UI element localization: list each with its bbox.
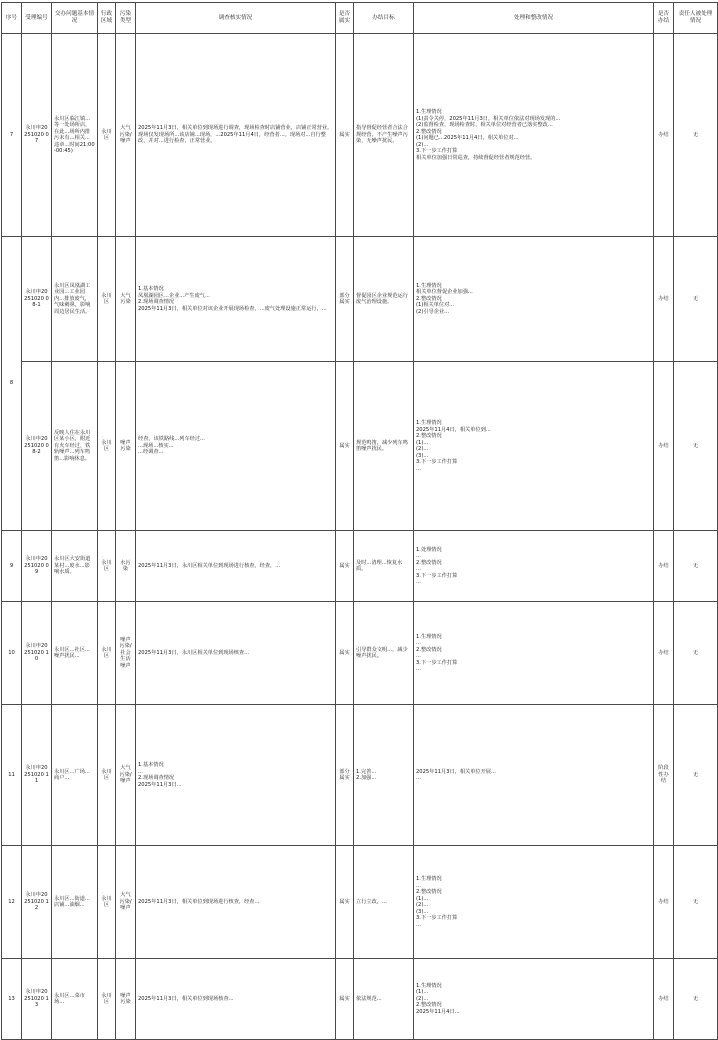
cell-area: 永川区 bbox=[98, 531, 116, 602]
cell-accountability: 无 bbox=[674, 602, 718, 705]
cell-code: 永川申20251020 13 bbox=[22, 959, 52, 1040]
cell-handling: 1.生理情况 ... 2.整改情况 (1)... (2)... (3)... 3.下一步工作打算 ... bbox=[414, 846, 654, 959]
cell-seq: 8 bbox=[2, 237, 22, 531]
cell-area: 永川区 bbox=[98, 959, 116, 1040]
cell-seq: 13 bbox=[2, 959, 22, 1040]
cell-verified: 属实 bbox=[336, 34, 354, 237]
cell-verified: 部分属实 bbox=[336, 237, 354, 362]
cell-handling: 2025年11月3日，相关单位开展... ... bbox=[414, 705, 654, 846]
cell-done: 办结 bbox=[654, 602, 674, 705]
cell-area: 永川区 bbox=[98, 362, 116, 531]
cell-content: 永川区...菜市场... bbox=[52, 959, 98, 1040]
cell-type: 噪声污染/社会生活噪声 bbox=[116, 602, 136, 705]
cell-verified: 属实 bbox=[336, 846, 354, 959]
cell-code: 永川申20251020 09 bbox=[22, 531, 52, 602]
cell-type: 水污染 bbox=[116, 531, 136, 602]
cell-check: 1.基本情况 ... 2.现场调查情况 2025年11月3日... bbox=[136, 705, 336, 846]
cell-code: 永川申20251020 11 bbox=[22, 705, 52, 846]
cell-type: 大气污染/噪声 bbox=[116, 846, 136, 959]
cell-content: 永川区大安街道某村...废水...影响水质。 bbox=[52, 531, 98, 602]
cell-code: 永川申20251020 10 bbox=[22, 602, 52, 705]
cell-content: 永川区...广场...商户... bbox=[52, 705, 98, 846]
cell-area: 永川区 bbox=[98, 705, 116, 846]
cell-seq: 11 bbox=[2, 705, 22, 846]
cell-type: 大气污染/噪声 bbox=[116, 34, 136, 237]
header-row bbox=[2, 3, 718, 34]
cell-type: 噪声污染 bbox=[116, 959, 136, 1040]
cell-accountability: 无 bbox=[674, 959, 718, 1040]
cell-done: 办结 bbox=[654, 531, 674, 602]
cell-accountability: 无 bbox=[674, 846, 718, 959]
cell-check: 2025年11月3日，相关单位到现场进行核查，经查... bbox=[136, 846, 336, 959]
table-row bbox=[2, 846, 718, 959]
cell-handling: 1.生理情况 (1)... (2)... 2.整改情况 2025年11月4日... bbox=[414, 959, 654, 1040]
table-row bbox=[2, 362, 718, 531]
header-type: 污染类型 bbox=[116, 3, 136, 34]
cell-verified: 属实 bbox=[336, 531, 354, 602]
table-row bbox=[2, 237, 718, 362]
cell-done: 办结 bbox=[654, 846, 674, 959]
cell-verified: 部分属实 bbox=[336, 705, 354, 846]
cell-area: 永川区 bbox=[98, 846, 116, 959]
cell-type: 大气污染/噪声 bbox=[116, 705, 136, 846]
cell-seq: 7 bbox=[2, 34, 22, 237]
cell-handling: 1.处理情况 ... 2.整改情况 ... 3.下一步工作打算 ... bbox=[414, 531, 654, 602]
cell-handling: 1.生理情况 ... 2.整改情况 ... 3.下一步工作打算 ... bbox=[414, 602, 654, 705]
cell-goal: 及时...清理...恢复水质。 bbox=[354, 531, 414, 602]
cell-goal: 规范鸣笛，减少列车鸣笛噪声扰民。 bbox=[354, 362, 414, 531]
table-row bbox=[2, 602, 718, 705]
cell-check: 1.基本情况 凤凰湖园区...企业...产生废气... 2.现场调查情况 2025年11月3日，相关单位对该企业开展现场检查，...废气处理设施正常运行，... bbox=[136, 237, 336, 362]
cell-done: 阶段性办结 bbox=[654, 705, 674, 846]
cell-done: 办结 bbox=[654, 237, 674, 362]
header-area: 行政区域 bbox=[98, 3, 116, 34]
case-table bbox=[1, 2, 718, 1040]
header-goal: 办结目标 bbox=[354, 3, 414, 34]
cell-accountability: 无 bbox=[674, 34, 718, 237]
cell-verified: 属实 bbox=[336, 602, 354, 705]
cell-accountability: 无 bbox=[674, 362, 718, 531]
cell-accountability: 无 bbox=[674, 531, 718, 602]
table-row bbox=[2, 705, 718, 846]
cell-handling: 1.生理情况 (1)责令关停，2025年11月3日，相关单位依法对现场发现的... (2)监督检查，现场检查时，相关单位对经营者已落实整改... 2.整改情况 (1)问题已...2025年11月4日，相关单位对... (2)... 3.下一步工作打算 相关单位加强日常巡查，持续督促经营者规范经营。 bbox=[414, 34, 654, 237]
header-handling: 处理和整改情况 bbox=[414, 3, 654, 34]
cell-handling: 1.生理情况 相关单位督促企业加强... 2.整改情况 (1)相关单位对... (2)引导企业... bbox=[414, 237, 654, 362]
table-row bbox=[2, 959, 718, 1040]
cell-seq: 12 bbox=[2, 846, 22, 959]
cell-content: 永川区...社区...噪声扰民... bbox=[52, 602, 98, 705]
cell-verified: 属实 bbox=[336, 959, 354, 1040]
cell-check: 2025年11月3日，相关单位到现场进行调查，现场检查时店铺营业，店铺正常营业。现场仅发现场所...该店铺...现场，...2025年11月4日，经营者...。现场对...自行整改，并对...进行检查，正常营业。 bbox=[136, 34, 336, 237]
header-done: 是否办结 bbox=[654, 3, 674, 34]
table-row bbox=[2, 531, 718, 602]
cell-code: 永川申20251020 12 bbox=[22, 846, 52, 959]
cell-type: 大气污染 bbox=[116, 237, 136, 362]
cell-done: 办结 bbox=[654, 362, 674, 531]
cell-goal: 1.完善... 2.加强... bbox=[354, 705, 414, 846]
cell-area: 永川区 bbox=[98, 237, 116, 362]
cell-goal: 依法规范... bbox=[354, 959, 414, 1040]
cell-verified: 属实 bbox=[336, 362, 354, 531]
cell-done: 办结 bbox=[654, 959, 674, 1040]
cell-content: 永川区凤凰湖工业园...工业园内...排放废气，气味刺鼻，影响周边居民生活。 bbox=[52, 237, 98, 362]
cell-check: 2025年11月3日，相关单位到现场核查... bbox=[136, 959, 336, 1040]
cell-area: 永川区 bbox=[98, 602, 116, 705]
cell-accountability: 无 bbox=[674, 705, 718, 846]
cell-accountability: 无 bbox=[674, 237, 718, 362]
header-seq: 序号 bbox=[2, 3, 22, 34]
cell-content: 反映人住在永川区某小区，附近有火车经过，铁轨噪声...列车鸣笛...影响休息。 bbox=[52, 362, 98, 531]
header-code: 受理编号 bbox=[22, 3, 52, 34]
cell-goal: 引导群众文明...，减少噪声扰民。 bbox=[354, 602, 414, 705]
table-row bbox=[2, 34, 718, 237]
cell-area: 永川区 bbox=[98, 34, 116, 237]
header-accountability: 责任人被处理情况 bbox=[674, 3, 718, 34]
cell-check: 经查，该铁路线...列车经过... ...现场...核实... ...经调查... bbox=[136, 362, 336, 531]
cell-seq: 9 bbox=[2, 531, 22, 602]
cell-done: 办结 bbox=[654, 34, 674, 237]
cell-goal: 立行立改，... bbox=[354, 846, 414, 959]
cell-seq: 10 bbox=[2, 602, 22, 705]
header-check: 调查核实情况 bbox=[136, 3, 336, 34]
header-verified: 是否属实 bbox=[336, 3, 354, 34]
cell-code: 永川申20251020 08-2 bbox=[22, 362, 52, 531]
cell-code: 永川申20251020 08-1 bbox=[22, 237, 52, 362]
cell-check: 2025年11月3日，永川区相关单位到现场核查... bbox=[136, 602, 336, 705]
cell-content: 永川区...街道...店铺...油烟... bbox=[52, 846, 98, 959]
cell-check: 2025年11月3日，永川区相关单位到现场进行核查，经查，... bbox=[136, 531, 336, 602]
header-content: 交办问题基本情况 bbox=[52, 3, 98, 34]
cell-goal: 指导督促经营者合法合规经营，不产生噪声污染，无噪声扰民。 bbox=[354, 34, 414, 237]
cell-handling: 1.生理情况 2025年11月4日，相关单位到... 2.整改情况 (1)... (2)... (3)... 3.下一步工作打算 ... bbox=[414, 362, 654, 531]
cell-content: 永川区临江镇...等一处场所店，在此...场所内排污未有...相关...违章...时间21:00-00:45) bbox=[52, 34, 98, 237]
cell-code: 永川申20251020 07 bbox=[22, 34, 52, 237]
cell-goal: 督促园区企业规范运行废气治理设施。 bbox=[354, 237, 414, 362]
cell-type: 噪声污染 bbox=[116, 362, 136, 531]
